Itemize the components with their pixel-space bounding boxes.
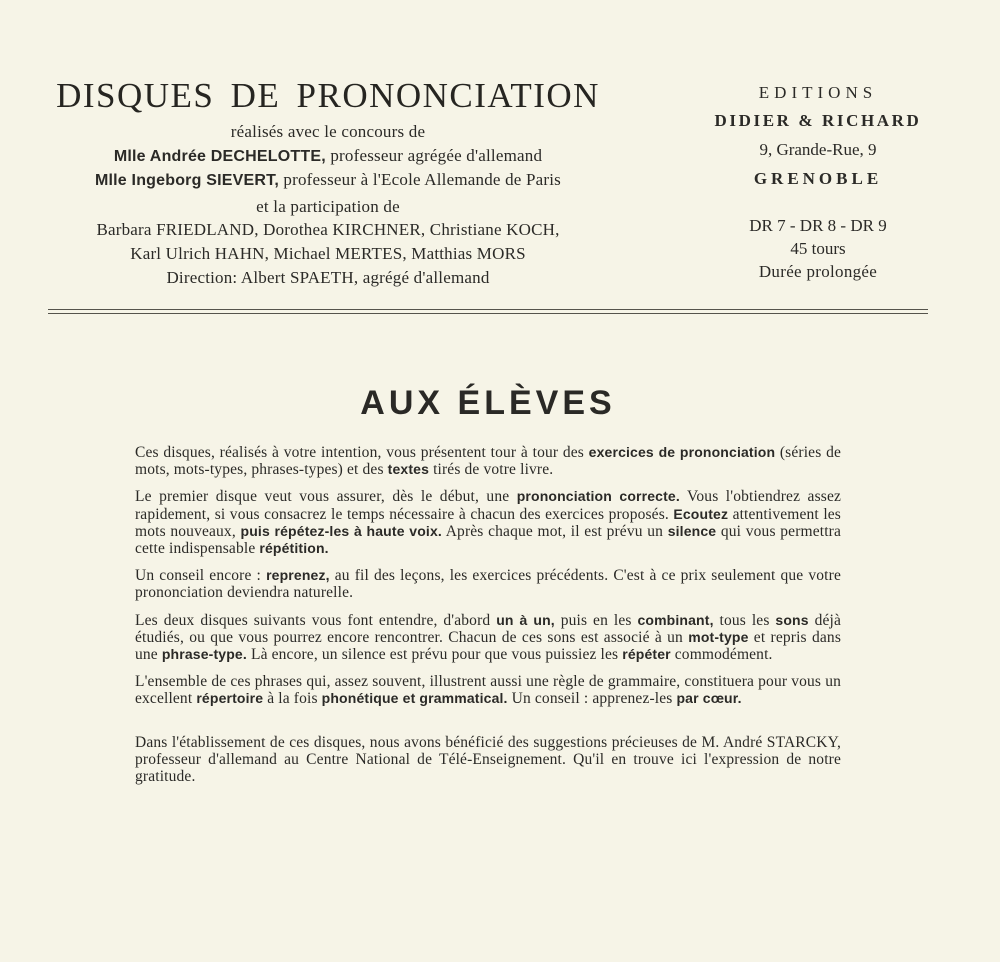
emphasis: Ecoutez [673, 505, 729, 522]
publisher-block [700, 80, 936, 283]
emphasis: puis répétez-les à haute voix. [240, 522, 442, 539]
text-run: (séries de mots, mots-types, phrases-types) et des [135, 444, 841, 479]
section-title: AUX ÉLÈVES [360, 384, 616, 422]
emphasis: silence [667, 522, 717, 539]
contributor-2-name: Mlle Ingeborg SIEVERT, [94, 172, 279, 190]
contributor-2-role: professeur à l'Ecole Allemande de Paris [278, 170, 561, 190]
emphasis: répertoire [196, 690, 264, 707]
paragraph-2 [135, 488, 841, 557]
text-run: Un conseil encore : [135, 567, 267, 585]
contributor-line-1 [48, 144, 608, 169]
emphasis: exercices de prononciation [588, 444, 776, 460]
editions-label: EDITIONS [758, 83, 878, 102]
record-numbers: DR 7 - DR 8 - DR 9 [749, 216, 887, 235]
text-run: Les deux disques suivants vous font entendre, d'abord [135, 611, 497, 629]
direction-line: Direction: Albert SPAETH, agrégé d'allemand [166, 267, 490, 287]
paragraph-5 [135, 673, 841, 707]
text-run: qui vous permettra cette indispensable [135, 522, 841, 558]
participants-line-1: Barbara FRIEDLAND, Dorothea KIRCHNER, Christiane KOCH, [96, 220, 560, 240]
emphasis: phrase-type. [161, 646, 247, 663]
text-run: attentivement les mots nouveaux, [135, 505, 841, 540]
divider-rule-top [48, 309, 928, 310]
paragraph-1 [135, 444, 841, 478]
page-title: DISQUES DE PRONONCIATION [56, 76, 600, 115]
text-run: déjà étudiés, ou que vous pourrez encore rencontrer. Chacun de ces sons est associé à un [135, 611, 841, 646]
contributor-1-name: Mlle Andrée DECHELOTTE, [113, 147, 326, 165]
record-speed: 45 tours [790, 239, 846, 258]
publisher-city: GRENOBLE [753, 169, 883, 188]
emphasis: par cœur. [676, 690, 742, 707]
contributor-1-role: professeur agrégée d'allemand [325, 145, 543, 165]
paragraph-3 [135, 567, 841, 601]
text-run: Un conseil : apprenez-les [507, 690, 677, 708]
contributor-line-2 [48, 168, 608, 193]
text-run: Ces disques, réalisés à votre intention, vous présentent tour à tour des [135, 444, 589, 461]
text-run: puis en les [554, 611, 638, 629]
text-run: Dans l'établissement de ces disques, nous avons bénéficié des suggestions précieuses de M. André STARCKY, professeur d'allemand au Centre National de Télé-Enseignement. Qu'il en trouve ici l'expression de notre gratitude. [135, 733, 841, 786]
text-run: Là encore, un silence est prévu pour que vous puissiez les [246, 646, 623, 664]
emphasis: mot-type [688, 628, 749, 645]
text-run: tous les [713, 611, 776, 629]
emphasis: répéter [622, 646, 671, 663]
emphasis: combinant, [637, 611, 714, 628]
paragraph-acknowledgement [135, 734, 841, 786]
text-run: et repris dans une [135, 628, 841, 664]
record-duration: Durée prolongée [758, 262, 878, 281]
emphasis: répétition. [259, 540, 329, 557]
text-run: Le premier disque veut vous assurer, dès le début, une [135, 488, 517, 506]
text-run: Après chaque mot, il est prévu un [441, 522, 668, 540]
text-run: L'ensemble de ces phrases qui, assez souvent, illustrent aussi une règle de grammaire, constituera pour vous un excellent [135, 673, 841, 708]
text-run: au fil des leçons, les exercices précédents. C'est à ce prix seulement que votre prononciation deviendra naturelle. [135, 567, 841, 602]
header-credits [48, 76, 608, 289]
participants-line-2: Karl Ulrich HAHN, Michael MERTES, Matthias MORS [130, 243, 526, 263]
realized-with-line: réalisés avec le concours de [230, 122, 426, 141]
text-run: tirés de votre livre. [429, 461, 554, 479]
emphasis: un à un, [496, 611, 555, 628]
emphasis: phonétique et grammatical. [321, 690, 508, 707]
emphasis: textes [387, 461, 430, 478]
emphasis: prononciation correcte. [516, 488, 680, 505]
participation-line: et la participation de [256, 196, 400, 216]
divider-rule-bottom [48, 313, 928, 314]
publisher-address: 9, Grande-Rue, 9 [759, 140, 877, 159]
body-text [135, 444, 841, 795]
paragraph-4 [135, 612, 841, 664]
emphasis: reprenez, [266, 567, 330, 584]
publisher-name: DIDIER & RICHARD [714, 111, 922, 130]
text-run: commodément. [670, 646, 773, 664]
text-run: à la fois [263, 690, 322, 708]
emphasis: sons [775, 611, 809, 628]
text-run: Vous l'obtiendrez assez rapidement, si vous consacrez le temps nécessaire à chacun des exercices proposés. [135, 488, 841, 523]
